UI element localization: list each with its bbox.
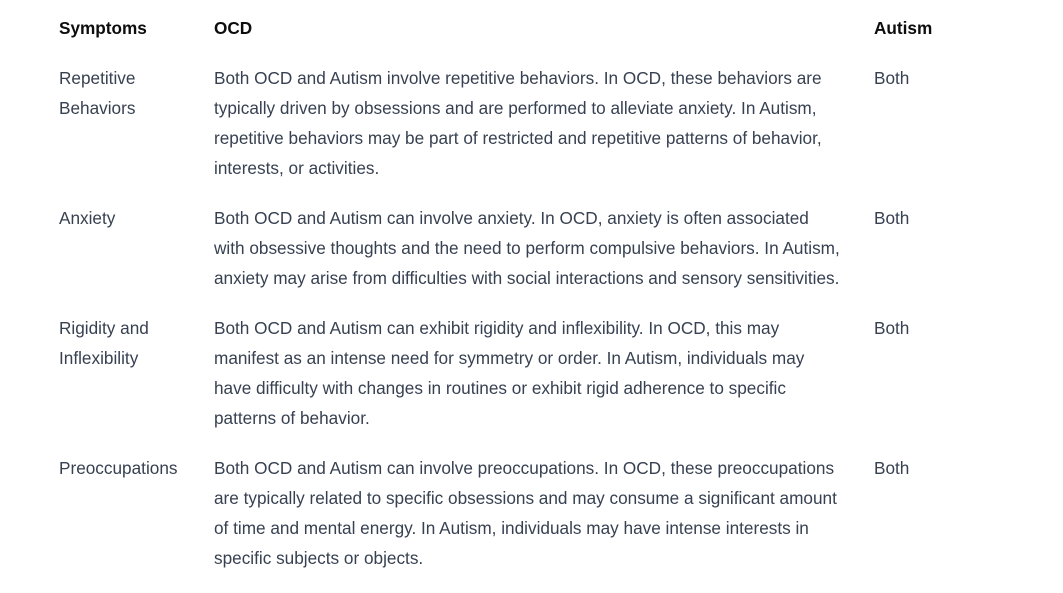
table-row [47,203,1047,313]
table-row [47,453,1047,593]
table-body [47,63,1047,593]
table-row [47,63,1047,203]
symptom-cell: Rigidity and Inflexibility [59,318,149,368]
header-ocd: OCD [214,18,253,38]
ocd-cell: Both OCD and Autism can involve anxiety. In OCD, anxiety is often associated with obsessive thoughts and the need to perform compulsive behaviors. In Autism, anxiety may arise from difficulties with social interactions and sensory sensitivities. [214,208,840,288]
symptom-cell: Anxiety [59,208,116,228]
header-autism: Autism [874,18,933,38]
symptom-cell: Preoccupations [59,458,178,478]
autism-cell: Both [874,318,910,338]
symptoms-comparison-table [47,4,1047,593]
ocd-cell: Both OCD and Autism can exhibit rigidity and inflexibility. In OCD, this may manifest as an intense need for symmetry or order. In Autism, individuals may have difficulty with changes in routines or exhibit rigid adherence to specific patterns of behavior. [214,318,805,428]
header-row [47,4,1047,63]
header-symptoms: Symptoms [59,18,147,38]
table-header [47,4,1047,63]
ocd-cell: Both OCD and Autism can involve preoccupations. In OCD, these preoccupations are typically related to specific obsessions and may consume a significant amount of time and mental energy. In Autism, individuals may have intense interests in specific subjects or objects. [214,458,837,568]
table-row [47,313,1047,453]
symptom-cell: Repetitive Behaviors [59,68,136,118]
autism-cell: Both [874,68,910,88]
ocd-cell: Both OCD and Autism involve repetitive behaviors. In OCD, these behaviors are typically driven by obsessions and are performed to alleviate anxiety. In Autism, repetitive behaviors may be part of restricted and repetitive patterns of behavior, interests, or activities. [214,68,822,178]
autism-cell: Both [874,208,910,228]
comparison-table-container [47,4,1047,593]
autism-cell: Both [874,458,910,478]
